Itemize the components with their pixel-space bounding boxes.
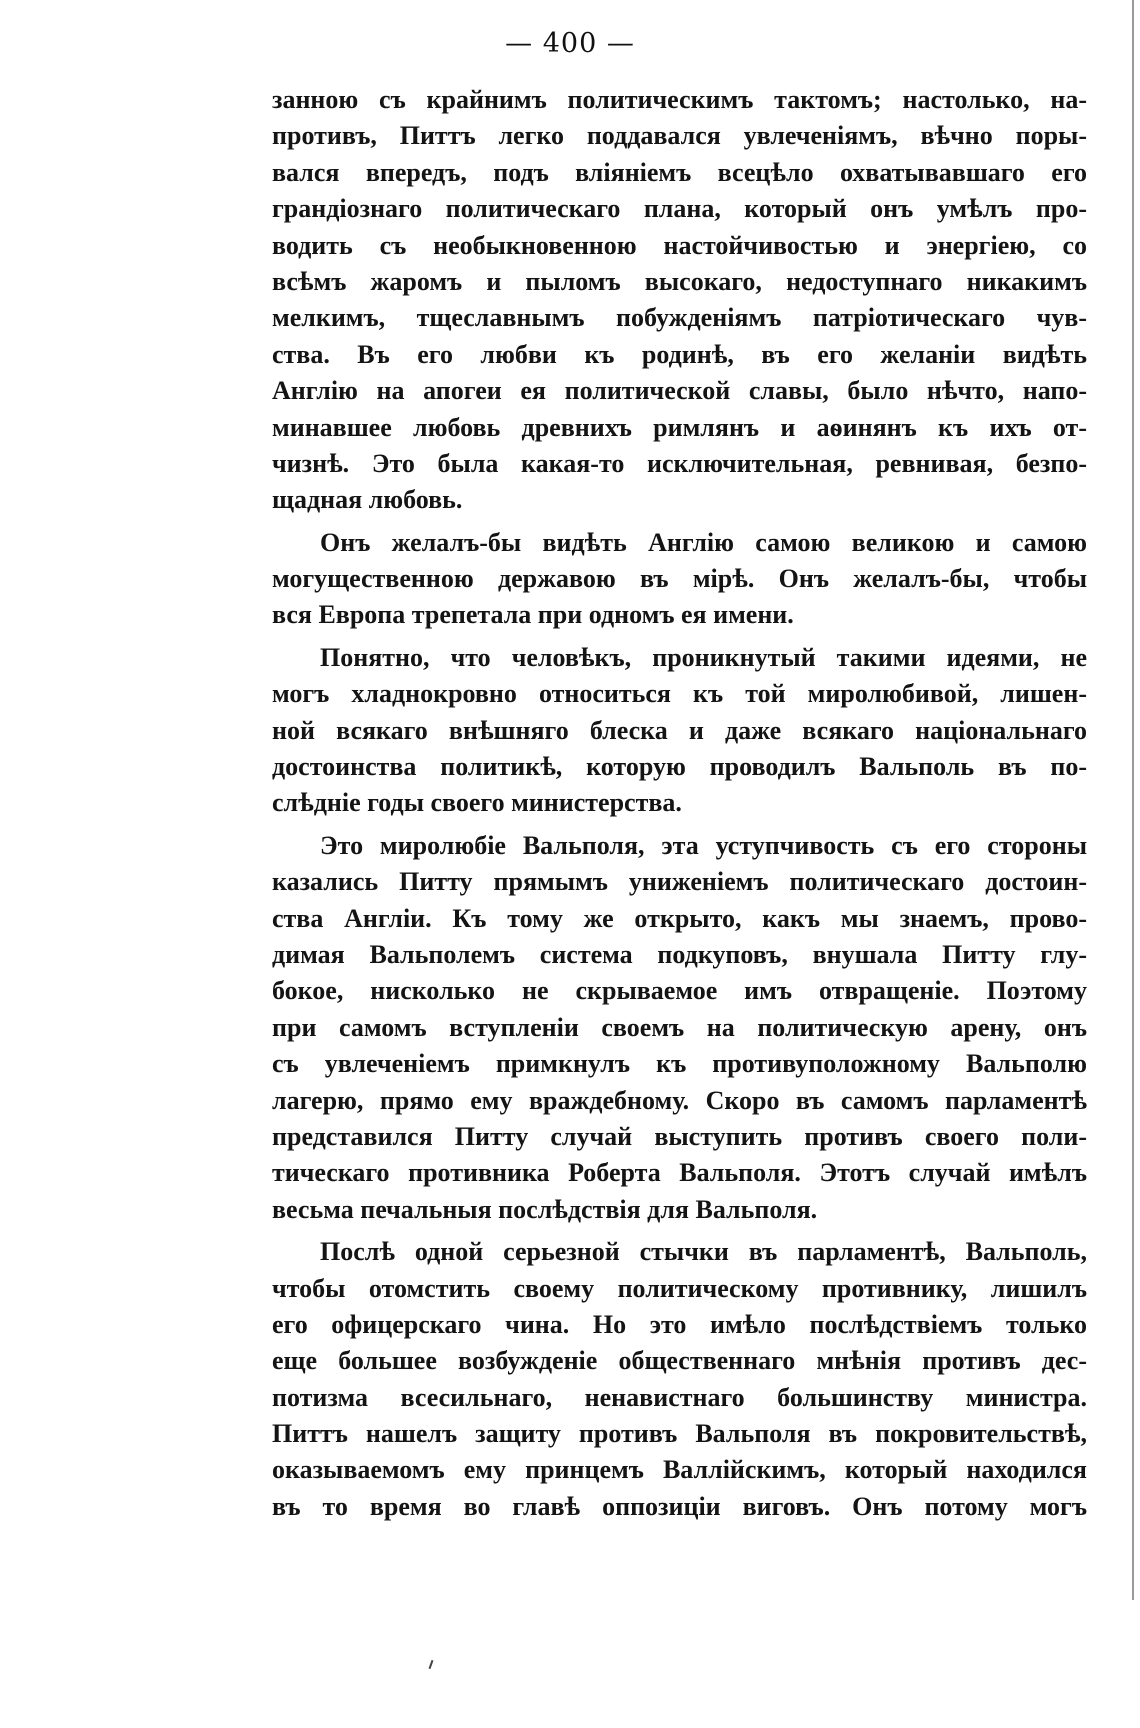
text-line: всѣмъ жаромъ и пыломъ высокаго, недоступнаго никакимъ (272, 266, 1087, 296)
text-line: ства. Въ его любви къ родинѣ, въ его желаніи видѣть (272, 339, 1087, 369)
text-line: Онъ желалъ-бы видѣть Англію самою великою и самою (320, 527, 1087, 557)
text-line: Это миролюбіе Вальполя, эта уступчивость съ его стороны (320, 830, 1087, 860)
text-line: достоинства политикѣ, которую проводилъ Вальполь въ по- (272, 752, 1087, 782)
text-line: слѣдніе годы своего министерства. (272, 788, 682, 818)
text-line: мелкимъ, тщеславнымъ побужденіямъ патріотическаго чув- (272, 303, 1087, 333)
text-line: ной всякаго внѣшняго блеска и даже всякаго національнаго (272, 715, 1087, 745)
text-line: еще большее возбужденіе общественнаго мнѣнія противъ дес- (272, 1346, 1087, 1376)
text-line: Послѣ одной серьезной стычки въ парламентѣ, Вальполь, (320, 1237, 1087, 1267)
paragraph (272, 525, 1087, 634)
text-line: представился Питту случай выступить противъ своего поли- (272, 1121, 1087, 1151)
text-line: чизнѣ. Это была какая-то исключительная, ревнивая, безпо- (272, 448, 1087, 478)
text-line: Питтъ нашелъ защиту противъ Вальполя въ покровительствѣ, (272, 1419, 1087, 1449)
text-line: минавшее любовь древнихъ римлянъ и аѳинянъ къ ихъ от- (272, 412, 1087, 442)
text-line: въ то время во главѣ оппозиціи виговъ. Онъ потому могъ (272, 1491, 1087, 1521)
text-line: водить съ необыкновенною настойчивостью и энергіею, со (272, 230, 1087, 260)
text-line: щадная любовь. (272, 485, 463, 515)
text-line: оказываемомъ ему принцемъ Валлійскимъ, который находился (272, 1455, 1087, 1485)
page-edge-rule (1132, 0, 1134, 1600)
text-line: его офицерскаго чина. Но это имѣло послѣдствіемъ только (272, 1309, 1087, 1339)
text-line: Понятно, что человѣкъ, проникнутый такими идеями, не (320, 642, 1087, 672)
text-line: потизма всесильнаго, ненавистнаго большинству министра. (272, 1382, 1087, 1412)
body-text (272, 82, 1087, 1525)
text-line: при самомъ вступленіи своемъ на политическую арену, онъ (272, 1012, 1087, 1042)
text-line: весьма печальныя послѣдствія для Вальполя. (272, 1194, 818, 1224)
text-line: вался впередъ, подъ вліяніемъ всецѣло охватывавшаго его (272, 157, 1087, 187)
text-line: могъ хладнокровно относиться къ той миролюбивой, лишен- (272, 679, 1087, 709)
ink-speck (429, 1660, 434, 1669)
paragraph (272, 1234, 1087, 1525)
page-number: — 400 — (505, 28, 635, 59)
paragraph (272, 82, 1087, 519)
text-line: могущественною державою въ мірѣ. Онъ желалъ-бы, чтобы (272, 564, 1087, 594)
text-line: чтобы отомстить своему политическому противнику, лишилъ (272, 1273, 1087, 1303)
text-line: Англію на апогеи ея политической славы, было нѣчто, напо- (272, 376, 1087, 406)
text-line: димая Вальполемъ система подкуповъ, внушала Питту глу- (272, 939, 1087, 969)
text-line: казались Питту прямымъ униженіемъ политическаго достоин- (272, 867, 1087, 897)
text-line: съ увлеченіемъ примкнулъ къ противуположному Вальполю (272, 1049, 1087, 1079)
paragraph (272, 640, 1087, 822)
text-line: тическаго противника Роберта Вальполя. Этотъ случай имѣлъ (272, 1158, 1087, 1188)
text-line: противъ, Питтъ легко поддавался увлеченіямъ, вѣчно поры- (272, 121, 1087, 151)
paragraph (272, 828, 1087, 1228)
text-line: лагерю, прямо ему враждебному. Скоро въ самомъ парламентѣ (272, 1085, 1087, 1115)
text-line: занною съ крайнимъ политическимъ тактомъ; настолько, на- (272, 85, 1087, 114)
text-line: бокое, нисколько не скрываемое имъ отвращеніе. Поэтому (272, 976, 1087, 1006)
text-line: грандіознаго политическаго плана, который онъ умѣлъ про- (272, 194, 1087, 224)
text-line: вся Европа трепетала при одномъ ея имени. (272, 600, 794, 630)
text-line: ства Англіи. Къ тому же открыто, какъ мы знаемъ, прово- (272, 903, 1087, 933)
